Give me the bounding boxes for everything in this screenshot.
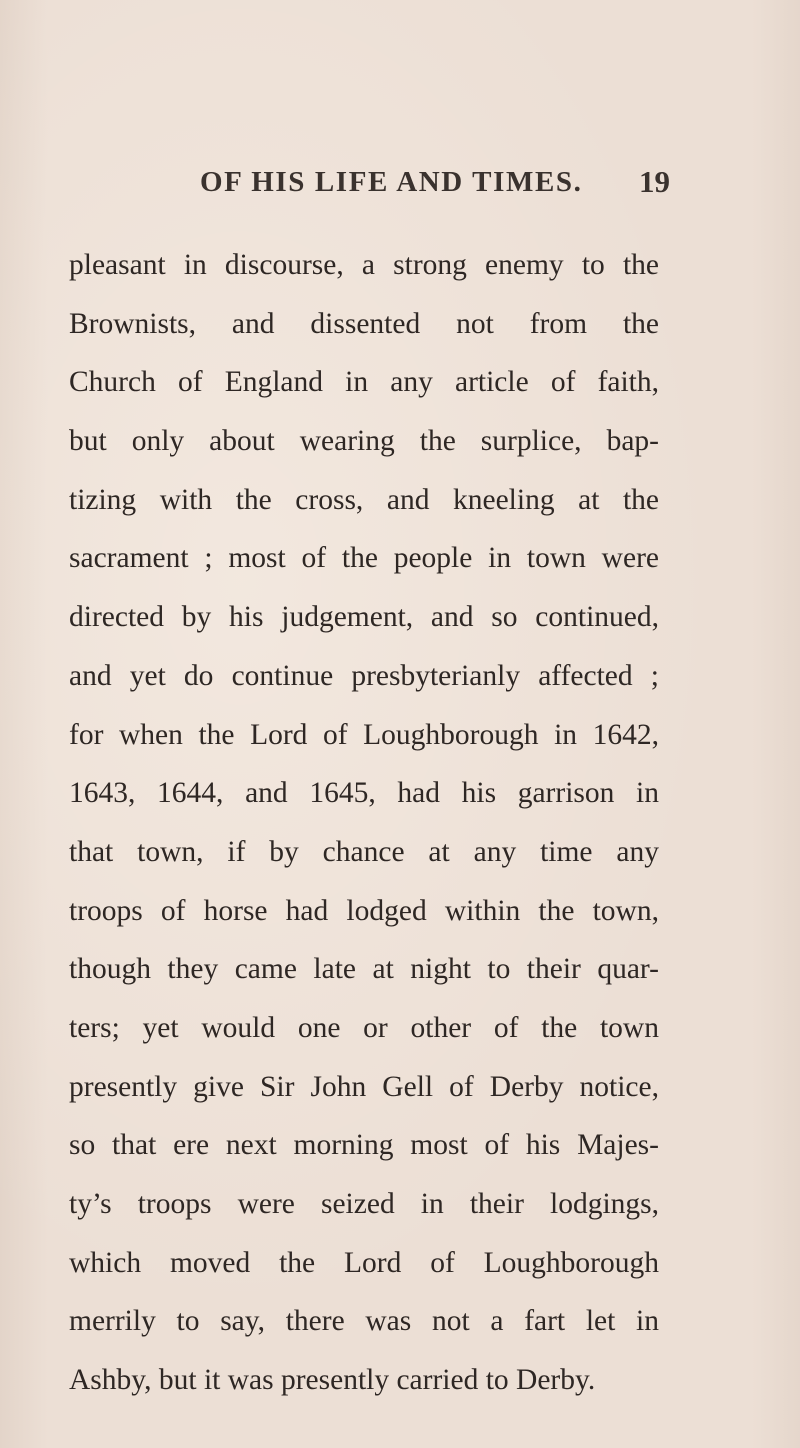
text-line: ty’s troops were seized in their lodgings,	[69, 1188, 659, 1220]
body-paragraph	[69, 245, 659, 1419]
text-line: troops of horse had lodged within the town,	[69, 894, 659, 927]
text-line: pleasant in discourse, a strong enemy to the	[69, 249, 659, 281]
text-line: merrily to say, there was not a fart let in	[69, 1305, 659, 1338]
text-line: 1643, 1644, and 1645, had his garrison in	[69, 777, 659, 810]
text-line: Church of England in any article of faith,	[69, 366, 659, 399]
text-line: sacrament ; most of the people in town were	[69, 542, 659, 575]
text-line: presently give Sir John Gell of Derby notice,	[69, 1070, 659, 1103]
text-line: and yet do continue presbyterianly affected ;	[69, 659, 659, 692]
running-title: OF HIS LIFE AND TIMES.	[200, 166, 583, 198]
text-line: but only about wearing the surplice, bap-	[69, 425, 659, 458]
text-line: that town, if by chance at any time any	[69, 835, 659, 868]
text-line: tizing with the cross, and kneeling at the	[69, 483, 659, 516]
text-line: directed by his judgement, and so continued,	[69, 601, 659, 634]
text-line: though they came late at night to their quar-	[69, 953, 659, 986]
text-line: which moved the Lord of Loughborough	[69, 1246, 659, 1279]
text-line: Ashby, but it was presently carried to Derby.	[69, 1364, 596, 1397]
text-line: Brownists, and dissented not from the	[69, 307, 659, 340]
page-number: 19	[639, 164, 670, 199]
text-line: for when the Lord of Loughborough in 1642,	[69, 718, 659, 751]
text-line: ters; yet would one or other of the town	[69, 1011, 659, 1044]
text-line: so that ere next morning most of his Majes-	[69, 1129, 659, 1162]
running-head	[200, 166, 670, 206]
